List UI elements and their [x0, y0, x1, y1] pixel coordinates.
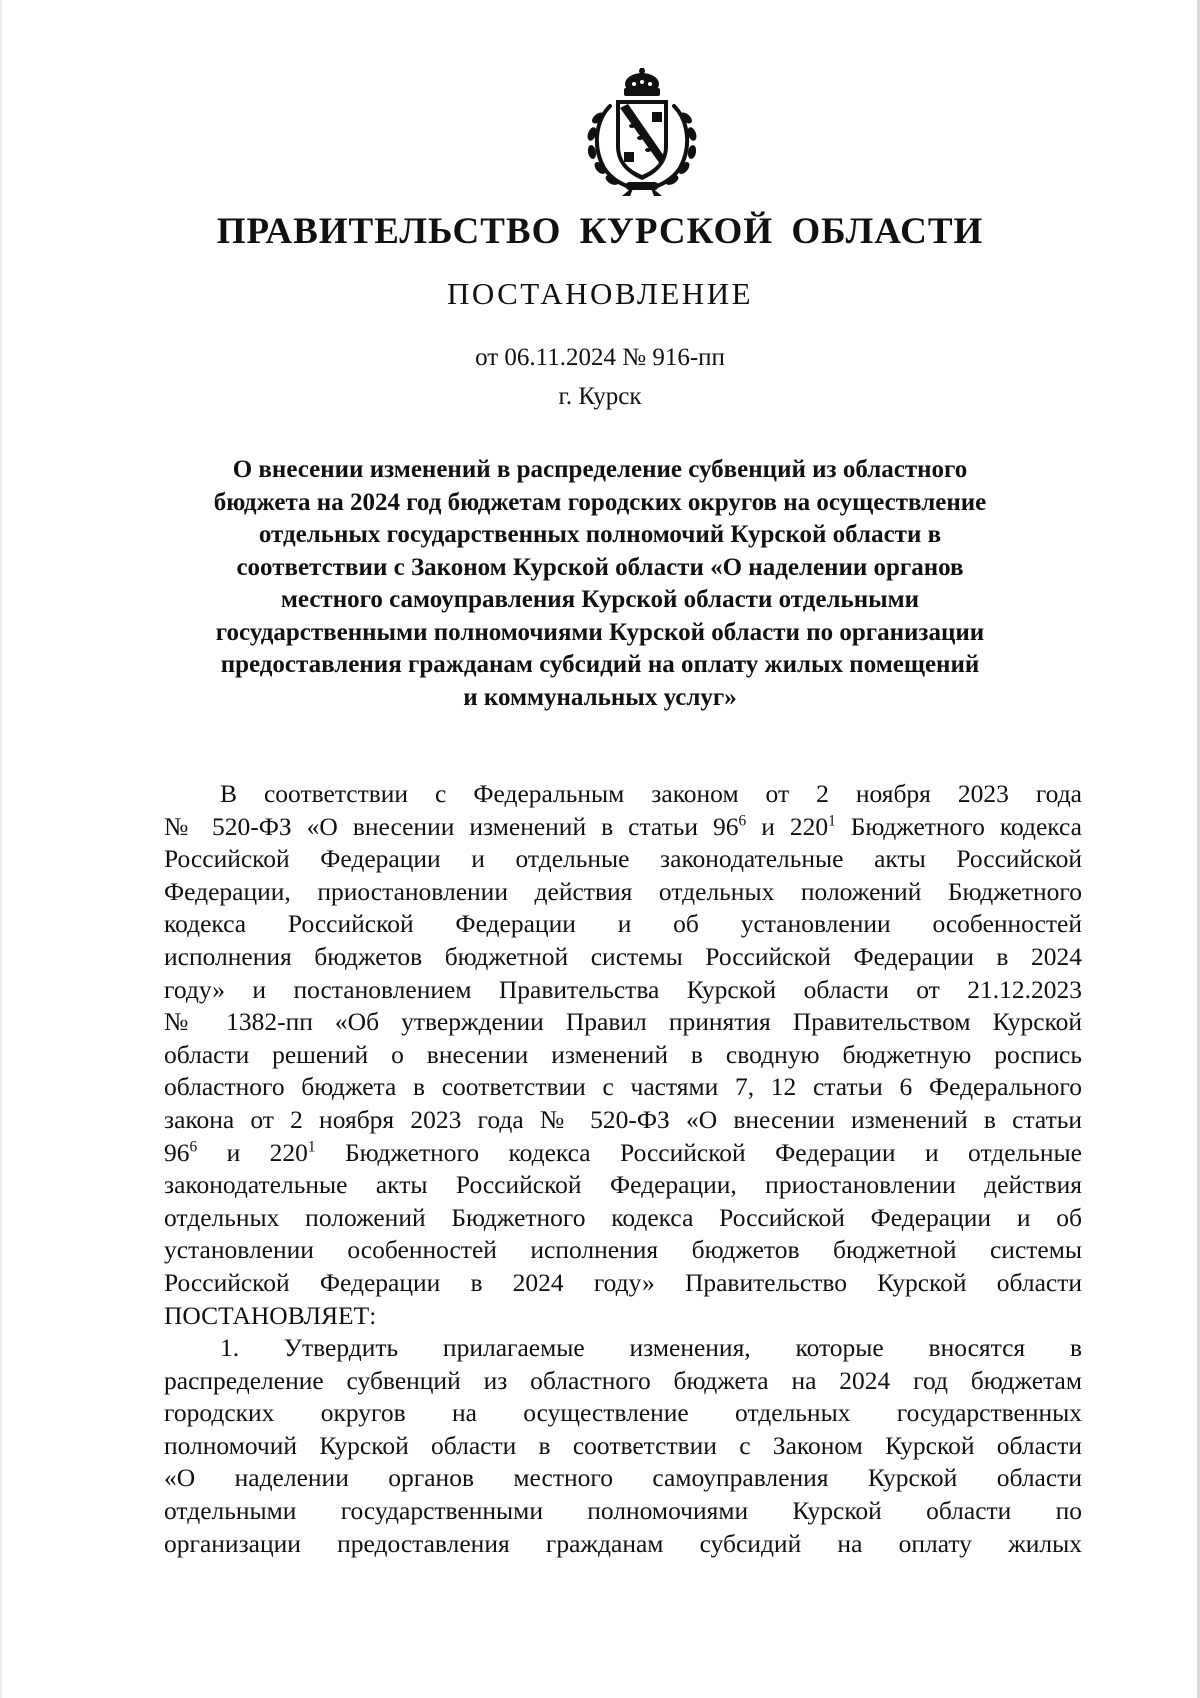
superscript: 1 [828, 812, 836, 830]
text-fragment: и 220 [197, 1137, 308, 1167]
government-title: ПРАВИТЕЛЬСТВО КУРСКОЙ ОБЛАСТИ [216, 211, 984, 252]
preamble-line: Федерации, приостановлении действия отдельных положений Бюджетного [164, 876, 1082, 906]
text-fragment: 96 [164, 1137, 190, 1167]
preamble-line [164, 1137, 1082, 1170]
preamble-line: закона от 2 ноября 2023 года № 520-ФЗ «О внесении изменений в статьи [164, 1104, 1082, 1134]
preamble-line: области решений о внесении изменений в сводную бюджетную роспись [164, 1039, 1082, 1069]
subject-line: отдельных государственных полномочий Курской области в [258, 521, 942, 548]
item1-line: городских округов на осуществление отдельных государственных [164, 1398, 1082, 1428]
preamble-line [164, 811, 1082, 844]
item1-line: полномочий Курской области в соответствии с Законом Курской области [164, 1430, 1082, 1460]
superscript: 6 [738, 812, 747, 830]
text-fragment: № 520-ФЗ «О внесении изменений в статьи 96 [164, 811, 739, 841]
preamble-line: Российской Федерации в 2024 году» Правительство Курской области [164, 1267, 1082, 1297]
subject-line: местного самоуправления Курской области отдельными [280, 586, 920, 613]
subject-line: предоставления гражданам субсидий на оплату жилых помещений [220, 651, 980, 678]
document-type: ПОСТАНОВЛЕНИЕ [446, 276, 754, 311]
preamble-line: установлении особенностей исполнения бюджетов бюджетной системы [164, 1235, 1082, 1265]
preamble-line: В соответствии с Федеральным законом от 2 ноября 2023 года [220, 779, 1082, 808]
text-fragment: Бюджетного кодекса Российской Федерации и отдельные [315, 1137, 1082, 1167]
preamble-line: областного бюджета в соответствии с частями 7, 12 статьи 6 Федерального [164, 1072, 1082, 1102]
kursk-region-coat-of-arms-icon [574, 68, 710, 196]
superscript: 6 [189, 1138, 198, 1156]
subject-line: бюджета на 2024 год бюджетам городских округов на осуществление [213, 488, 987, 516]
subject-line: государственными полномочиями Курской области по организации [215, 618, 985, 646]
text-fragment: и 220 [746, 811, 829, 841]
item1-line: распределение субвенций из областного бюджета на 2024 год бюджетам [164, 1365, 1082, 1395]
document-date-number: от 06.11.2024 № 916-пп [475, 344, 725, 371]
document-subject [150, 454, 1050, 714]
text-fragment: Бюджетного кодекса [835, 811, 1082, 841]
item1-line: организации предоставления гражданам субсидий на оплату жилых [164, 1528, 1082, 1558]
preamble-line: исполнения бюджетов бюджетной системы Российской Федерации в 2024 [164, 941, 1082, 971]
superscript: 1 [307, 1138, 316, 1156]
preamble-line: законодательные акты Российской Федерации, приостановлении действия [164, 1170, 1082, 1200]
subject-line: и коммунальных услуг» [463, 683, 737, 711]
item1-line: отдельными государственными полномочиями Курской области по [164, 1496, 1082, 1526]
document-body [164, 778, 1082, 1560]
resolution-keyword: ПОСТАНОВЛЯЕТ: [164, 1300, 377, 1330]
item1-line: 1. Утвердить прилагаемые изменения, которые вносятся в [220, 1333, 1082, 1363]
document-place: г. Курск [558, 383, 642, 410]
subject-line: соответствии с Законом Курской области «О наделении органов [236, 553, 964, 581]
subject-line: О внесении изменений в распределение субвенций из областного [232, 456, 968, 483]
item1-line: «О наделении органов местного самоуправления Курской области [164, 1463, 1082, 1493]
preamble-line: отдельных положений Бюджетного кодекса Российской Федерации и об [164, 1202, 1082, 1232]
preamble-line: году» и постановлением Правительства Курской области от 21.12.2023 [164, 974, 1082, 1004]
preamble-line: № 1382-пп «Об утверждении Правил принятия Правительством Курской [164, 1007, 1082, 1037]
preamble-line: кодекса Российской Федерации и об установлении особенностей [164, 909, 1082, 939]
preamble-line: Российской Федерации и отдельные законодательные акты Российской [164, 844, 1082, 874]
scan-page-edge-left [0, 0, 2, 1698]
